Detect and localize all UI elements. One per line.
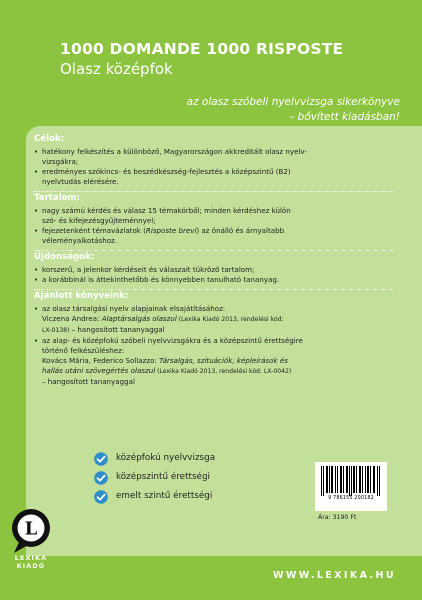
dotted-divider bbox=[34, 289, 394, 290]
website-url[interactable]: WWW.LEXIKA.HU bbox=[272, 570, 396, 581]
book-subtitle: Olasz középfok bbox=[60, 60, 173, 78]
book-title: 1000 DOMANDE 1000 RISPOSTE bbox=[60, 40, 344, 58]
publisher-name: LEXIKA KIADÓ bbox=[14, 555, 48, 570]
section-heading-ujdonsagok: Újdonságok: bbox=[34, 252, 95, 263]
section-heading-tartalom: Tartalom: bbox=[34, 193, 80, 204]
dotted-divider bbox=[34, 250, 394, 251]
section-heading-ajanlott: Ajánlott könyveink: bbox=[34, 291, 129, 302]
price-label: Ára: 3190 Ft bbox=[318, 514, 357, 521]
section-heading-celok: Célok: bbox=[34, 134, 65, 144]
list-item: • hatékony felkészítés a különböző, Magyarországon akkreditált olasz nyelv- vizsgákra; bbox=[34, 147, 410, 167]
dotted-divider bbox=[34, 191, 394, 192]
list-item: • fejezetenként témavázlatok (Risposte brevi) az önálló és árnyaltabb véleményalkotáshoz. bbox=[34, 226, 410, 246]
tagline bbox=[80, 95, 400, 125]
lexika-logo-icon bbox=[9, 508, 53, 554]
publisher-logo bbox=[9, 508, 53, 558]
logo-letter: L bbox=[24, 518, 38, 540]
list-item: • korszerű, a jelenkor kérdéseit és válaszait tükröző tartalom; bbox=[34, 265, 410, 275]
exam-checklist bbox=[94, 452, 215, 509]
checkmark-icon bbox=[94, 490, 108, 504]
barcode bbox=[315, 462, 387, 511]
checklist-item: középfokú nyelvvizsga bbox=[94, 452, 215, 465]
tagline-line-1: az olasz szóbeli nyelvvizsga sikerkönyve bbox=[186, 96, 400, 108]
description-content bbox=[34, 135, 410, 387]
list-item: • a korábbinál is áttekinthetőbb és könnyebben tanulható tananyag. bbox=[34, 275, 410, 285]
list-item: • az alap- és középfokú szóbeli nyelvvizsgákra és a középszintű érettségire történő felkészüléshez: Kovács Mária, Federico Sollazzo: Társalgás, szituációk, képleírások és hallás utáni szövegértés olaszul (Lexika Kiadó 2013, rendelési kód: LX-0042) – hangosított tananyaggal bbox=[34, 336, 410, 387]
checkmark-icon bbox=[94, 471, 108, 485]
list-item: • nagy számú kérdés és válasz 15 témakörből; minden kérdéshez külön szó- és kifejezésgyűjteménnyel; bbox=[34, 206, 410, 226]
checklist-item: középszintű érettségi bbox=[94, 471, 215, 484]
list-item: • eredményes szókincs- és beszédkészség-fejlesztés a középszintű (B2) nyelvtudás elérésére. bbox=[34, 167, 410, 187]
tagline-line-2: – bővített kiadásban! bbox=[289, 111, 400, 123]
checkmark-icon bbox=[94, 452, 108, 466]
checklist-item: emelt szintű érettségi bbox=[94, 490, 215, 503]
list-item: • az olasz társalgási nyelv alapjainak elsajátításához: Viczena Andrea: Alaptársalgás olaszul (Lexika Kiadó 2013, rendelési kód: LX-0138) – hangosított tananyaggal bbox=[34, 304, 410, 336]
barcode-icon bbox=[320, 466, 382, 496]
barcode-number: 9 786155 200182 bbox=[328, 496, 374, 501]
